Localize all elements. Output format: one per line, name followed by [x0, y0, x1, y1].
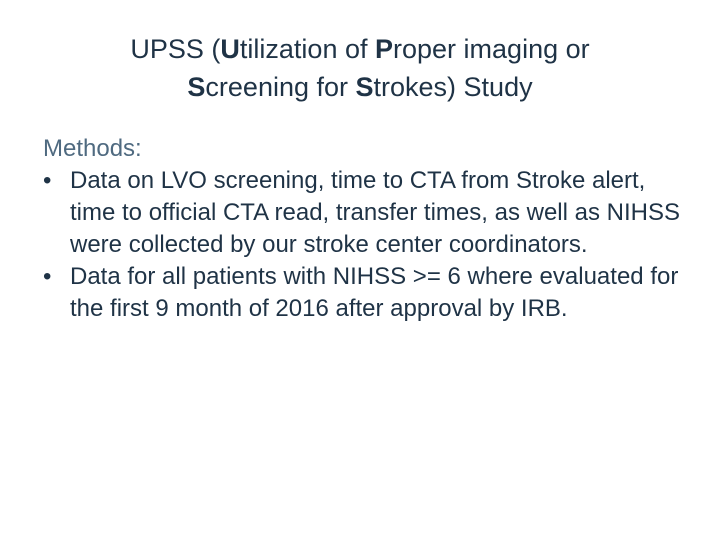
title-part: UPSS ( — [130, 34, 221, 64]
title-line-1 — [40, 30, 680, 68]
title-part: creening for — [205, 72, 356, 102]
bullet-icon: • — [43, 263, 52, 290]
slide-body — [43, 133, 693, 325]
bullet-item — [43, 261, 693, 325]
title-part-bold: S — [355, 72, 374, 102]
bullet-icon: • — [43, 167, 52, 194]
bullet-list — [43, 165, 693, 325]
title-part-bold: U — [220, 34, 240, 64]
title-part-bold: S — [187, 72, 206, 102]
methods-heading: Methods: — [43, 135, 142, 162]
title-line-2 — [40, 68, 680, 106]
bullet-item — [43, 165, 693, 261]
title-part: tilization of — [239, 34, 375, 64]
title-part: roper imaging or — [393, 34, 590, 64]
bullet-text: Data on LVO screening, time to CTA from Stroke alert, time to official CTA read, transfer times, as well as NIHSS were collected by our stroke center coordinators. — [70, 167, 680, 258]
title-part-bold: P — [375, 34, 394, 64]
title-part: trokes) Study — [373, 72, 533, 102]
slide-title — [40, 30, 680, 106]
bullet-text: Data for all patients with NIHSS >= 6 where evaluated for the first 9 month of 2016 after approval by IRB. — [70, 263, 679, 322]
